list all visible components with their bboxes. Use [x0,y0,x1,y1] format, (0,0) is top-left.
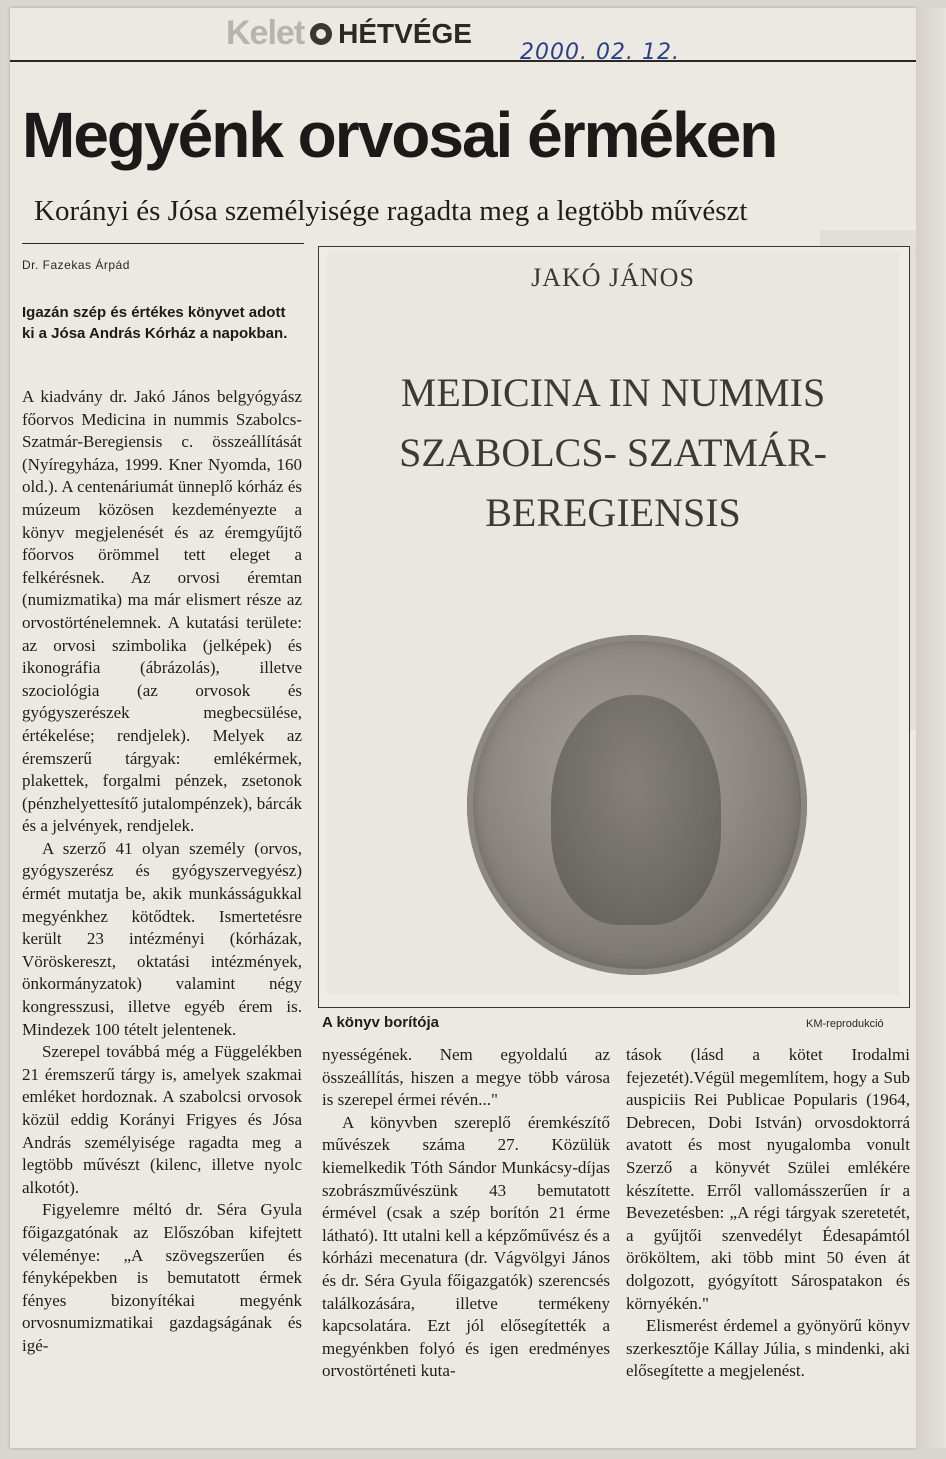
paragraph: nyességének. Nem egyoldalú az összeállítás, hiszen a megye több városa is szerepel érmei révén..." [322,1045,610,1110]
figure-credit: KM-reprodukció [806,1018,884,1030]
article-column-3 [626,1044,910,1383]
paragraph: Szerepel továbbá még a Függelékben 21 éremszerű tárgy is, amelyek szakmai emléket hordoznak. A szabolcsi orvosok közül eddig Korányi Frigyes és Jósa András személyisége ragadta meg a legtöbb művészt (kilenc, illetve nyolc alkotót). [22,1042,302,1197]
medal-portrait-relief [551,695,721,925]
paragraph: tások (lásd a kötet Irodalmi fejezetét).Végül megemlítem, hogy a Sub auspiciis Rei Publicae Popularis (1964, Debrecen, Dobi István) orvosdoktorrá avatott és most nyugalomba vonult Szerző a könyvét Szülei emlékére készítette. Erről vallomásszerűen ír a Bevezetésben: „A régi tárgyak szeretetét, a gyűjtői szenvedélyt Édesapámtól örököltem, aki több mint 50 éven át dolgozott, gyógyított Sárospatakon és környékén." [626,1045,910,1313]
article-column-2 [322,1044,610,1383]
masthead-emblem-icon [310,23,332,45]
book-title-line: SZABOLCS- SZATMÁR- [399,430,827,475]
masthead-brand: Kelet [226,14,305,52]
medal-portrait-image [467,635,807,975]
book-author: JAKÓ JÁNOS [531,263,695,292]
paragraph: A könyvben szereplő éremkészítő művészek száma 27. Közülük kiemelkedik Tóth Sándor Munkácsy-díjas szobrászművészünk 43 bemutatott érmével (csak a szép borítón 21 érme látható). Itt utalni kell a képzőművész és a kórházi mecenatura (dr. Vágvölgyi János és dr. Séra Gyula főigazgatók) szerencsés találkozására, illetve termékeny kapcsolatára. Ezt jól elősegítették a megyénkben folyó és igen eredményes orvostörténeti kuta- [322,1112,610,1381]
article-column-1 [22,386,302,1358]
adjacent-page-edge [916,8,946,1448]
headline: Megyénk orvosai érméken [22,99,777,171]
subtitle: Korányi és Jósa személyisége ragadta meg a legtöbb művészt [34,195,748,227]
paragraph: Elismerést érdemel a gyönyörű könyv szerkesztője Kállay Júlia, s mindenki, aki elősegítette a megjelenést. [626,1316,910,1381]
book-title [327,363,899,543]
masthead-rule [10,60,916,62]
byline-rule [22,243,304,244]
lead-paragraph: Igazán szép és értékes könyvet adott ki a Jósa András Kórház a napokban. [22,304,288,342]
paragraph: A szerző 41 olyan személy (orvos, gyógyszerész és gyógyszervegyész) érmét mutatja be, akik munkásságukkal megyénkhez kötődtek. Ismertetésre került 23 intézményi (kórházak, Vöröskereszt, oktatási intézmények, önkormányzatok) valamint négy kongresszusi, illetve egyéb érem is. Mindezek 100 tételt jelentenek. [22,838,302,1039]
book-cover [327,251,899,995]
masthead-section: HÉTVÉGE [338,17,472,49]
paragraph: A kiadvány dr. Jakó János belgyógyász főorvos Medicina in nummis Szabolcs-Szatmár-Beregiensis c. összeállítását (Nyíregyháza, 1999. Kner Nyomda, 160 old.). A centenáriumát ünneplő kórház és múzeum közösen kezdeményezte a könyv megjelenését és az éremgyűjtő főorvos örömmel tett eleget a felkérésnek. Az orvosi éremtan (numizmatika) ma már elismert része az orvostörténelemnek. A kutatási területe: az orvosi szimbolika (jelképek) és ikonográfia (ábrázolás), illetve szociológia (az orvosok és gyógyszerészek megbecsülése, értékelése; rendjelek). Melyek az éremszerű tárgyak: emlékérmek, plakettek, forgalmi pénzek, zsetonok (pénzhelyettesítő jutalompénzek), bárcák és a jelvények, rendjelek. [22,387,302,836]
book-title-line: BEREGIENSIS [485,490,741,535]
handwritten-date: 2000. 02. 12. [520,40,680,65]
figure-caption: A könyv borítója [322,1014,439,1031]
masthead [226,14,472,53]
book-cover-figure [318,246,910,1008]
paragraph: Figyelemre méltó dr. Séra Gyula főigazgatónak az Előszóban kifejtett véleménye: „A szövegszerűen és fényképekben is bemutatott érmek fényes bizonyítékai megyénk orvosnumizmatikai gazdagságának és igé- [22,1200,302,1355]
book-title-line: MEDICINA IN NUMMIS [400,370,826,415]
byline: Dr. Fazekas Árpád [22,258,130,272]
